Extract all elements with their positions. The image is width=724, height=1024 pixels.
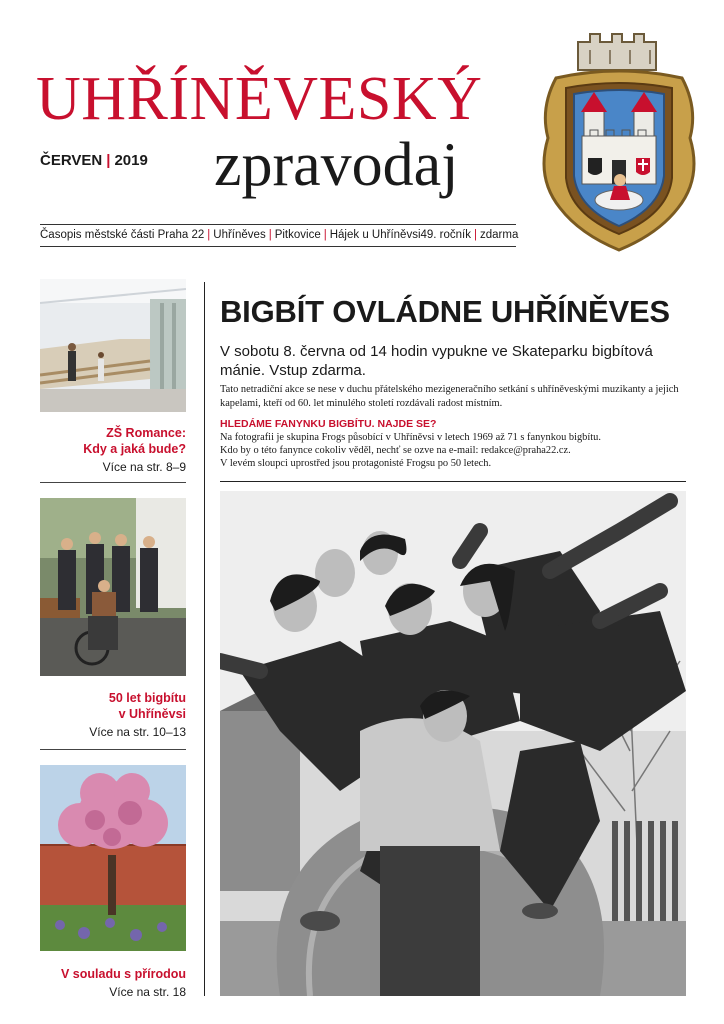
search-heading: HLEDÁME FANYNKU BIGBÍTU. NAJDE SE? — [220, 418, 437, 430]
caption-more-link[interactable]: Více na str. 10–13 — [89, 725, 186, 739]
band-frogs-photo — [220, 491, 686, 996]
search-line: V levém sloupci uprostřed jsou protagonisté Frogsu po 50 letech. — [220, 458, 492, 469]
price-label: zdarma — [480, 229, 519, 241]
masthead-title-bottom: zpravodaj — [214, 131, 459, 199]
caption-more-link[interactable]: Více na str. 18 — [109, 985, 186, 999]
search-line: Kdo by o této fanynce cokoliv věděl, nechť se ozve na e-mail: redakce@praha22.cz. — [220, 445, 571, 456]
date-separator: | — [106, 152, 111, 169]
subtitle-item: Hájek u Uhříněvsi — [329, 229, 421, 241]
subtitle-item: Časopis městské části Praha 22 — [40, 229, 205, 241]
column-divider — [204, 282, 205, 996]
sidebar-divider — [40, 482, 186, 483]
article-rule — [220, 481, 686, 482]
masthead-title-top: UHŘÍNĚVESKÝ — [36, 65, 483, 133]
article-headline: BIGBÍT OVLÁDNE UHŘÍNĚVES — [220, 294, 670, 329]
sidebar-caption-school — [40, 425, 186, 475]
subtitle-item: Uhříněves — [213, 229, 266, 241]
caption-heading: Kdy a jaká bude? — [83, 442, 186, 456]
caption-heading: 50 let bigbítu — [108, 691, 186, 705]
caption-more-link[interactable]: Více na str. 8–9 — [102, 460, 186, 474]
subtitle-item: Pitkovice — [274, 229, 321, 241]
subtitle-bar — [40, 229, 519, 241]
volume-label: 49. ročník — [420, 229, 471, 241]
issue-year: 2019 — [114, 152, 148, 169]
search-line: Na fotografii je skupina Frogs působící v Uhříněvsi v letech 1969 až 71 s fanynkou bigbítu. — [220, 432, 601, 443]
article-lead: V sobotu 8. června od 14 hodin vypukne ve Skateparku bigbítová mánie. Vstup zdarma. — [220, 343, 653, 379]
blossom-tree-photo — [40, 765, 186, 951]
issue-month: ČERVEN — [40, 152, 103, 169]
sidebar-caption-nature — [40, 966, 186, 1000]
subtitle-right: 49. ročník | zdarma — [420, 229, 519, 241]
caption-heading: V souladu s přírodou — [60, 967, 186, 981]
school-interior-photo — [40, 279, 186, 412]
caption-heading: v Uhříněvsi — [118, 707, 186, 721]
band-reunion-photo — [40, 498, 186, 676]
sidebar-caption-bigbit — [40, 690, 186, 740]
masthead-rule-top — [40, 224, 516, 225]
subtitle-left: Časopis městské části Praha 22 | Uhříněves | Pitkovice | Hájek u Uhříněvsi — [40, 229, 421, 241]
issue-date — [40, 152, 148, 169]
sidebar-divider — [40, 749, 186, 750]
masthead-rule-bottom — [40, 246, 516, 247]
article-body: Tato netradiční akce se nese v duchu přátelského mezigeneračního setkání s uhříněveskými muzikanty a jejich kapelami, kteří od 60. let minulého století rozdávali radost místním. — [220, 384, 679, 409]
caption-heading: ZŠ Romance: — [106, 426, 186, 440]
coat-of-arms-icon — [538, 28, 700, 256]
